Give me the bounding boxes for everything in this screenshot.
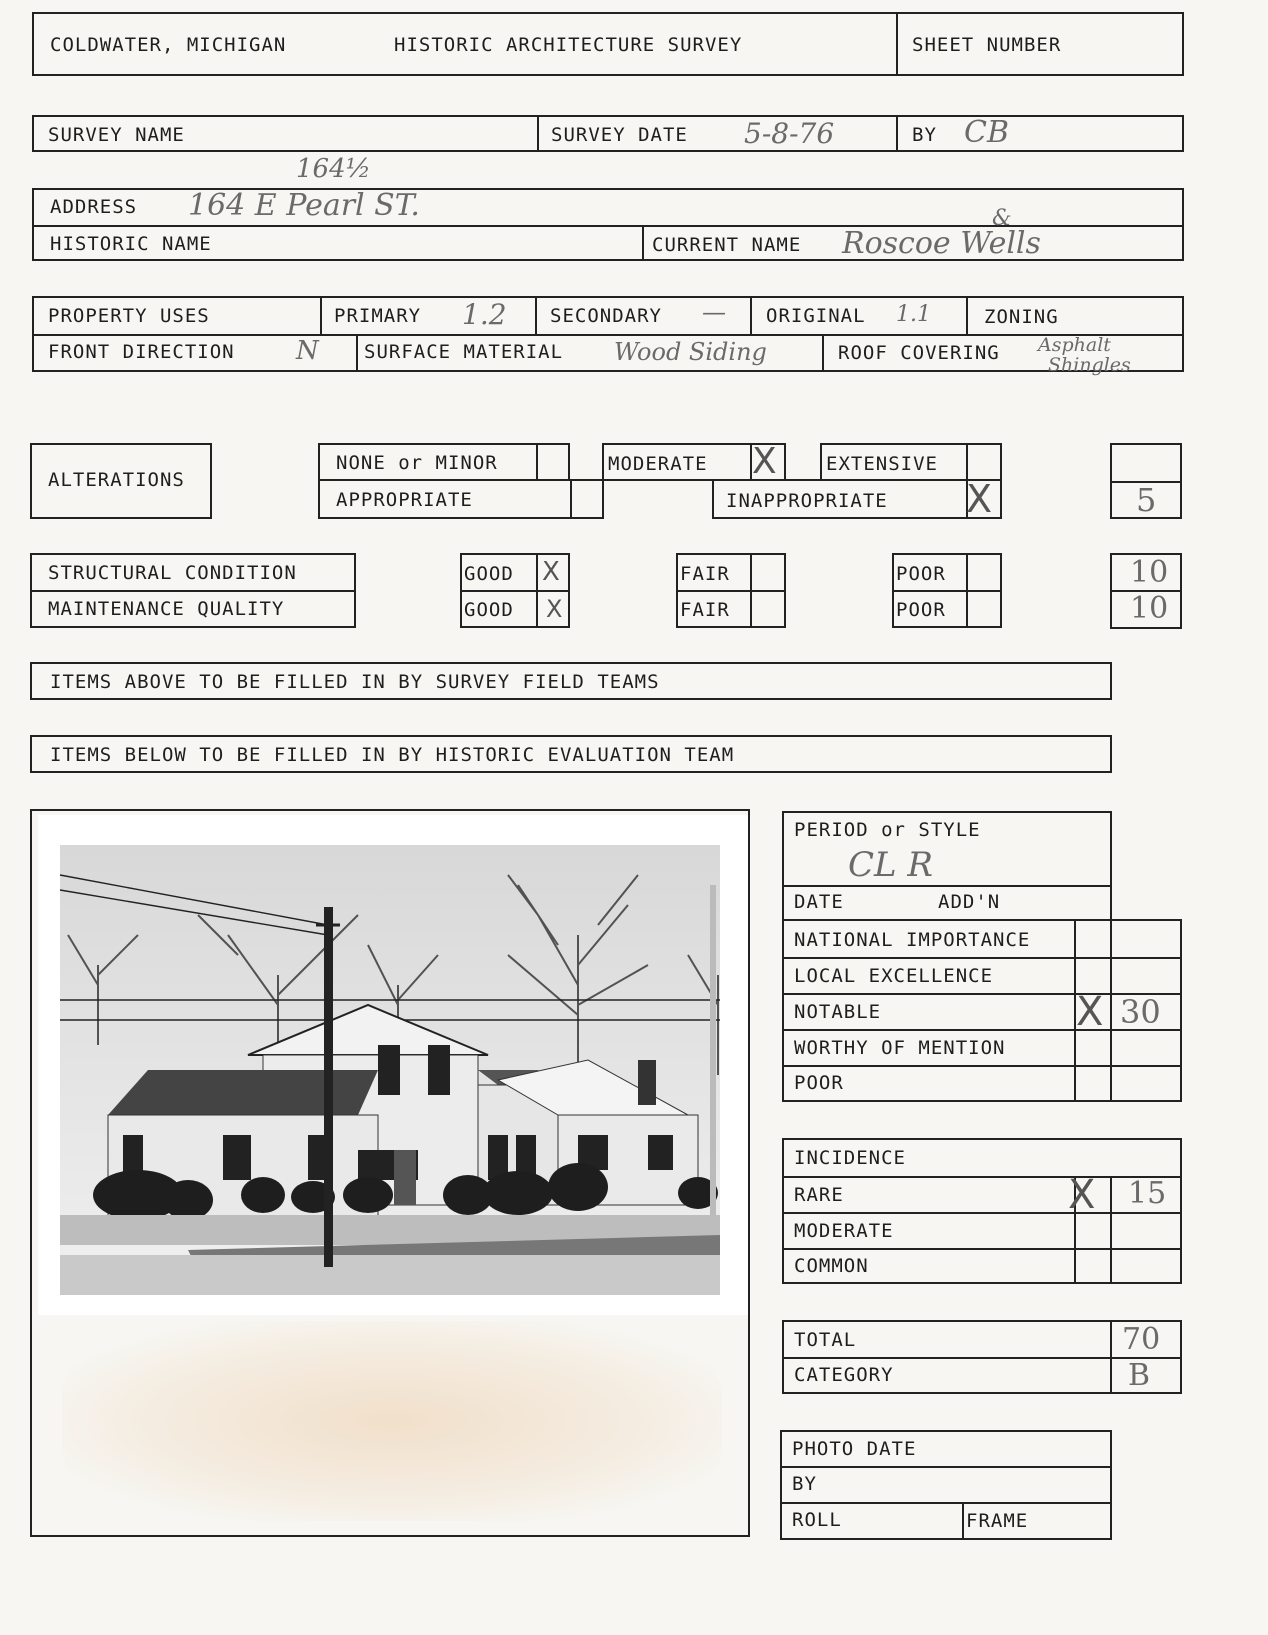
- prop-div-1: [320, 298, 322, 334]
- maintenance-good-mark: X: [546, 595, 563, 623]
- primary-value: 1.2: [462, 298, 507, 331]
- survey-row: [32, 115, 1184, 152]
- photo-info-table: [780, 1430, 1112, 1540]
- alteration-extensive-box: [820, 443, 1002, 481]
- sheet-number-label: SHEET NUMBER: [912, 34, 1062, 56]
- photo-date-label: PHOTO DATE: [792, 1438, 917, 1460]
- by-label: BY: [912, 124, 937, 146]
- incidence-table: [782, 1138, 1182, 1284]
- house-photo: [38, 815, 748, 1315]
- photo-by-label: BY: [792, 1473, 817, 1495]
- current-name-divider: [642, 225, 644, 259]
- survey-name-label: SURVEY NAME: [48, 124, 185, 146]
- survey-date-label: SURVEY DATE: [551, 124, 688, 146]
- by-value: CB: [964, 115, 1009, 150]
- total-value: 70: [1122, 1322, 1161, 1357]
- notable-score: 30: [1120, 993, 1161, 1031]
- fair-label-2: FAIR: [680, 599, 730, 621]
- address-correction: 164½: [296, 154, 371, 184]
- current-name-insert: &: [992, 206, 1012, 231]
- zoning-label: ZONING: [984, 306, 1059, 328]
- prop-div-4: [966, 298, 968, 334]
- good-box: [460, 553, 570, 628]
- extensive-check-div: [966, 445, 968, 479]
- survey-divider-1: [537, 117, 539, 150]
- structural-condition-label: STRUCTURAL CONDITION: [48, 562, 297, 584]
- roll-label: ROLL: [792, 1509, 842, 1531]
- primary-label: PRIMARY: [334, 305, 422, 327]
- incidence-row-3: [784, 1248, 1180, 1250]
- category-label: CATEGORY: [794, 1364, 894, 1386]
- alterations-score-box: [1110, 443, 1182, 519]
- evaluation-team-note: [30, 735, 1112, 773]
- fair-box: [676, 553, 786, 628]
- prop-div-6: [822, 334, 824, 370]
- period-box: [782, 811, 1112, 921]
- address-label: ADDRESS: [50, 196, 138, 218]
- importance-col-div-2: [1110, 921, 1112, 1100]
- condition-divider: [32, 590, 354, 592]
- alteration-appropriate-box: [318, 479, 604, 519]
- address-box: [32, 188, 1184, 261]
- importance-row-1: [784, 957, 1180, 959]
- period-style-value: CL R: [848, 845, 933, 885]
- totals-table: [782, 1320, 1182, 1394]
- current-name-value: Roscoe Wells: [842, 226, 1041, 261]
- survey-divider-2: [896, 117, 898, 150]
- good-check-div: [536, 555, 538, 626]
- rare-label: RARE: [794, 1184, 844, 1206]
- property-divider: [34, 334, 1182, 336]
- alterations-label: ALTERATIONS: [48, 469, 185, 491]
- roof-covering-value-1: Asphalt: [1038, 334, 1111, 356]
- none-minor-label: NONE or MINOR: [336, 452, 498, 474]
- prop-div-3: [750, 298, 752, 334]
- poor-divider: [894, 590, 1000, 592]
- prop-div-5: [356, 334, 358, 370]
- local-excellence-label: LOCAL EXCELLENCE: [794, 965, 994, 987]
- importance-row-3: [784, 1029, 1180, 1031]
- structural-good-mark: X: [542, 557, 560, 587]
- maintenance-quality-label: MAINTENANCE QUALITY: [48, 598, 285, 620]
- roof-covering-value-2: Shingles: [1048, 354, 1131, 376]
- alterations-score: 5: [1136, 481, 1157, 519]
- surface-material-value: Wood Siding: [614, 338, 767, 366]
- front-direction-label: FRONT DIRECTION: [48, 341, 235, 363]
- condition-score-box: [1110, 553, 1182, 629]
- evaluation-team-label: ITEMS BELOW TO BE FILLED IN BY HISTORIC EVALUATION TEAM: [50, 744, 735, 766]
- roll-frame-div: [962, 1502, 964, 1538]
- photo-info-row-2: [782, 1502, 1110, 1504]
- poor-check-div: [966, 555, 968, 626]
- fair-divider: [678, 590, 784, 592]
- moderate-label: MODERATE: [608, 453, 708, 475]
- common-label: COMMON: [794, 1255, 869, 1277]
- address-value: 164 E Pearl ST.: [188, 188, 420, 223]
- property-uses-label: PROPERTY USES: [48, 305, 210, 327]
- alteration-none-minor-box: [318, 443, 570, 481]
- alterations-label-box: [30, 443, 212, 519]
- date-label: DATE: [794, 891, 844, 913]
- period-style-label: PERIOD or STYLE: [794, 819, 981, 841]
- survey-date-value: 5-8-76: [744, 117, 835, 150]
- paper-stain: [62, 1321, 722, 1521]
- fair-check-div: [750, 555, 752, 626]
- incidence-row-2: [784, 1212, 1180, 1214]
- prop-div-2: [535, 298, 537, 334]
- header-divider: [896, 14, 898, 74]
- appropriate-check-div: [570, 481, 572, 517]
- poor-label-2: POOR: [896, 599, 946, 621]
- good-divider: [462, 590, 568, 592]
- appropriate-label: APPROPRIATE: [336, 489, 473, 511]
- photo-info-row-1: [782, 1466, 1110, 1468]
- roof-covering-label: ROOF COVERING: [838, 342, 1000, 364]
- surface-material-label: SURFACE MATERIAL: [364, 341, 564, 363]
- poor-box: [892, 553, 1002, 628]
- total-label: TOTAL: [794, 1329, 857, 1351]
- moderate-incidence-label: MODERATE: [794, 1220, 894, 1242]
- original-label: ORIGINAL: [766, 305, 866, 327]
- category-value: B: [1128, 1358, 1151, 1393]
- original-value: 1.1: [896, 302, 931, 327]
- frame-label: FRAME: [966, 1510, 1029, 1532]
- front-direction-value: N: [296, 336, 319, 366]
- field-teams-label: ITEMS ABOVE TO BE FILLED IN BY SURVEY FIELD TEAMS: [50, 671, 660, 693]
- property-box: [32, 296, 1184, 376]
- photo-area: [30, 809, 750, 1537]
- header-box: [32, 12, 1184, 76]
- survey-title: HISTORIC ARCHITECTURE SURVEY: [394, 34, 743, 56]
- totals-divider: [784, 1357, 1180, 1359]
- national-importance-label: NATIONAL IMPORTANCE: [794, 929, 1031, 951]
- worthy-of-mention-label: WORTHY OF MENTION: [794, 1037, 1006, 1059]
- field-teams-note: [30, 662, 1112, 700]
- alteration-inappropriate-box: [712, 479, 1002, 519]
- poor-importance-label: POOR: [794, 1072, 844, 1094]
- historic-name-label: HISTORIC NAME: [50, 233, 212, 255]
- moderate-mark: X: [752, 441, 777, 482]
- city-label: COLDWATER, MICHIGAN: [50, 34, 287, 56]
- structural-score: 10: [1130, 555, 1169, 590]
- photograph: [38, 815, 748, 1315]
- inappropriate-mark: X: [966, 477, 993, 521]
- secondary-label: SECONDARY: [550, 305, 662, 327]
- rare-score: 15: [1128, 1176, 1167, 1211]
- inappropriate-label: INAPPROPRIATE: [726, 490, 888, 512]
- incidence-col-div-2: [1110, 1176, 1112, 1282]
- rare-mark: X: [1068, 1172, 1096, 1218]
- fair-label-1: FAIR: [680, 563, 730, 585]
- alteration-moderate-box: [602, 443, 786, 481]
- good-label-1: GOOD: [464, 563, 514, 585]
- period-divider: [784, 885, 1110, 887]
- extensive-label: EXTENSIVE: [826, 453, 938, 475]
- poor-label-1: POOR: [896, 563, 946, 585]
- current-name-label: CURRENT NAME: [652, 234, 802, 256]
- incidence-row-1: [784, 1176, 1180, 1178]
- secondary-value: —: [702, 298, 726, 326]
- importance-row-4: [784, 1065, 1180, 1067]
- good-label-2: GOOD: [464, 599, 514, 621]
- addn-label: ADD'N: [938, 891, 1001, 913]
- notable-label: NOTABLE: [794, 1001, 882, 1023]
- notable-mark: X: [1076, 989, 1104, 1035]
- none-minor-check-div: [536, 445, 538, 479]
- importance-table: [782, 919, 1182, 1102]
- maintenance-score: 10: [1130, 591, 1169, 626]
- condition-label-box: [30, 553, 356, 628]
- incidence-label: INCIDENCE: [794, 1147, 906, 1169]
